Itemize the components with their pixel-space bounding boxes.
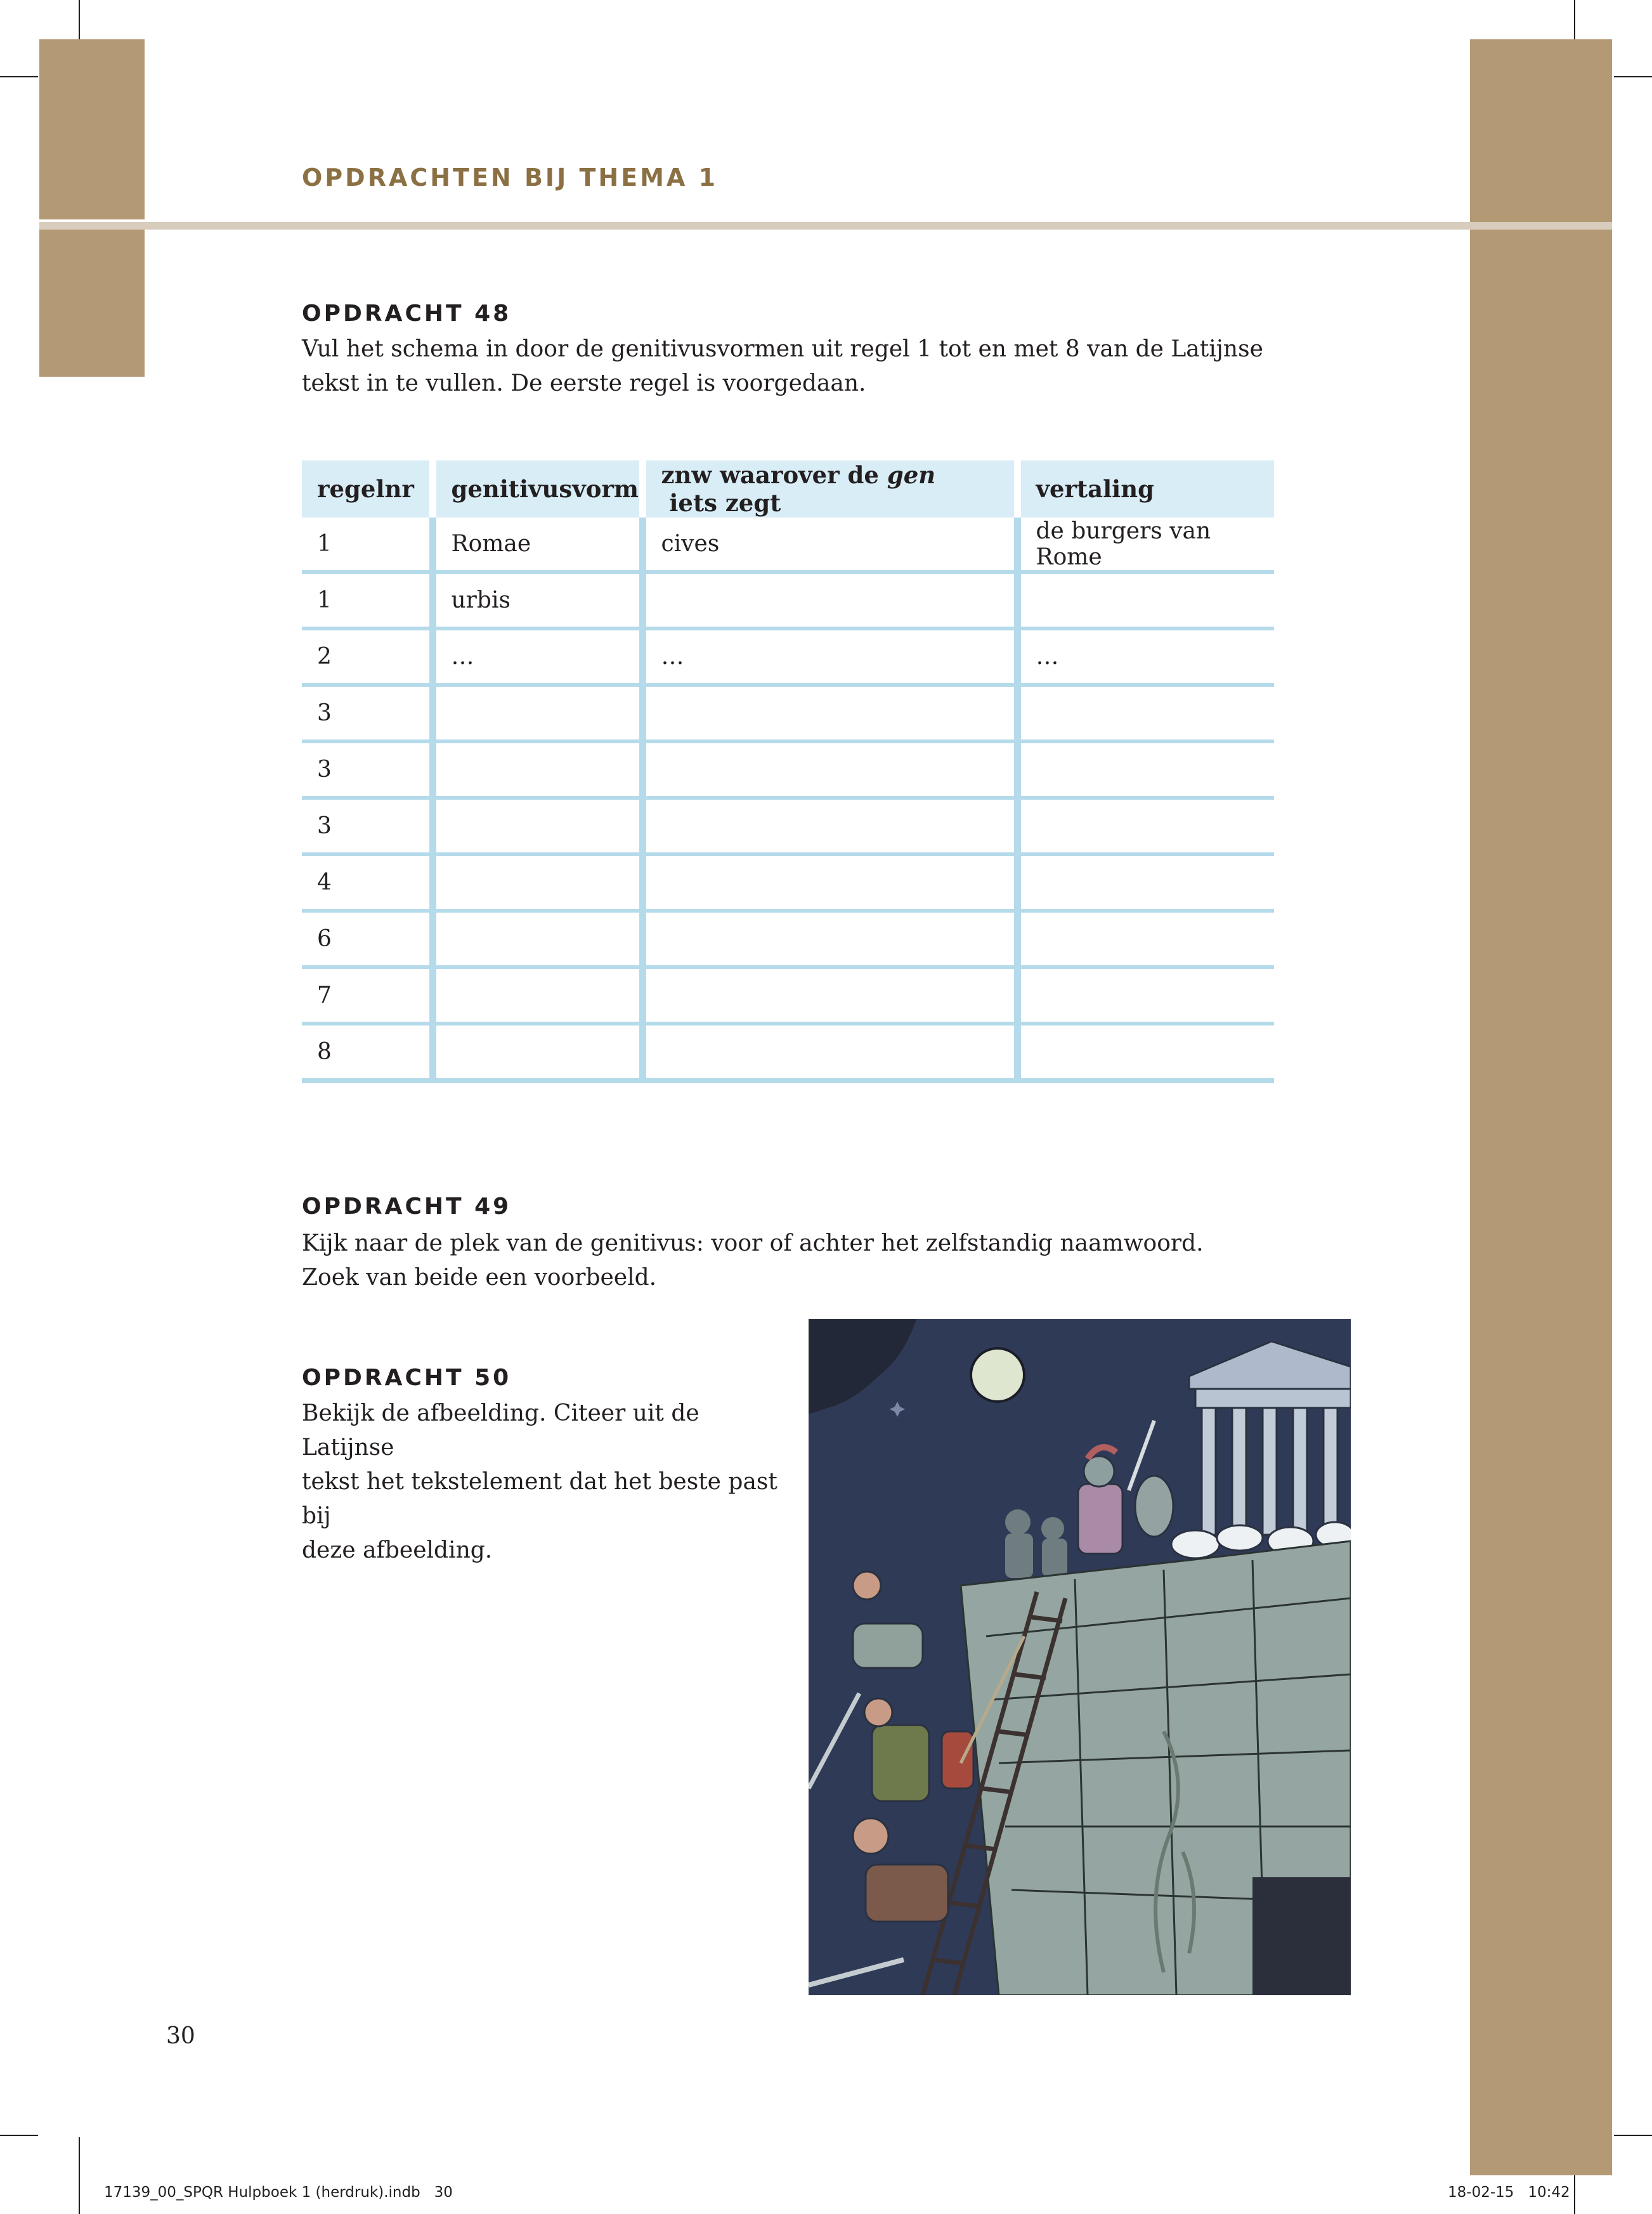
table-row <box>302 518 1274 572</box>
cell-vertaling <box>1017 911 1274 967</box>
instruction-line: tekst in te vullen. De eerste regel is voorgedaan. <box>302 370 866 396</box>
column-header-regelnr: regelnr <box>302 460 433 518</box>
instruction-line: Vul het schema in door de genitivusvormen uit regel 1 tot en met 8 van de Latijnse <box>302 336 1263 362</box>
cell-znw <box>642 572 1017 628</box>
cell-vertaling: … <box>1017 628 1274 685</box>
cell-vertaling <box>1017 798 1274 854</box>
siege-illustration <box>809 1319 1351 1995</box>
left-tab-upper <box>39 39 145 219</box>
table-row <box>302 1024 1274 1081</box>
right-sidebar <box>1470 39 1612 2175</box>
cell-regelnr: 3 <box>302 741 433 798</box>
column-header-vertaling: vertaling <box>1017 460 1274 518</box>
opdracht-48-heading: OPDRACHT 48 <box>302 301 512 327</box>
instruction-line: deze afbeelding. <box>302 1537 493 1563</box>
crop-mark <box>1614 2135 1652 2136</box>
cell-regelnr: 3 <box>302 798 433 854</box>
opdracht-50-instructions <box>302 1397 784 1568</box>
table-row <box>302 798 1274 854</box>
cell-znw <box>642 1024 1017 1081</box>
opdracht-48-instructions <box>302 332 1475 401</box>
cell-genitivusvorm <box>433 798 642 854</box>
crop-mark <box>1614 76 1652 77</box>
table-row <box>302 854 1274 911</box>
cell-regelnr: 8 <box>302 1024 433 1081</box>
column-header-znw-gen: gen <box>887 461 936 489</box>
opdracht-49-instructions <box>302 1227 1443 1295</box>
table-row <box>302 628 1274 685</box>
crop-mark <box>0 76 38 77</box>
instruction-line: Bekijk de afbeelding. Citeer uit de Latijnse <box>302 1400 699 1461</box>
opdracht-50-heading: OPDRACHT 50 <box>302 1365 512 1391</box>
column-header-znw-part: znw waarover de <box>661 461 887 489</box>
column-header-genitivusvorm: genitivusvorm <box>433 460 642 518</box>
moon <box>971 1348 1024 1402</box>
page-number: 30 <box>166 2023 195 2049</box>
instruction-line: Kijk naar de plek van de genitivus: voor of achter het zelfstandig naamwoord. <box>302 1230 1204 1256</box>
crop-mark <box>79 2137 80 2214</box>
cell-vertaling <box>1017 741 1274 798</box>
table-header-row <box>302 460 1274 518</box>
cell-genitivusvorm <box>433 854 642 911</box>
genitivus-table <box>302 460 1274 1083</box>
cell-regelnr: 4 <box>302 854 433 911</box>
cell-znw: … <box>642 628 1017 685</box>
left-tab-lower <box>39 230 145 377</box>
cell-genitivusvorm: urbis <box>433 572 642 628</box>
cell-genitivusvorm <box>433 741 642 798</box>
cell-genitivusvorm <box>433 685 642 741</box>
cell-regelnr: 1 <box>302 572 433 628</box>
cell-regelnr: 3 <box>302 685 433 741</box>
table-row <box>302 911 1274 967</box>
cell-znw <box>642 967 1017 1024</box>
table-row <box>302 741 1274 798</box>
cell-regelnr: 2 <box>302 628 433 685</box>
temple <box>1189 1341 1351 1535</box>
cell-genitivusvorm <box>433 911 642 967</box>
cell-genitivusvorm: … <box>433 628 642 685</box>
print-slug-date: 18-02-15 10:42 <box>1448 2184 1570 2201</box>
cell-vertaling: de burgers van Rome <box>1017 518 1274 572</box>
cell-vertaling <box>1017 572 1274 628</box>
table-row <box>302 967 1274 1024</box>
cell-regelnr: 1 <box>302 518 433 572</box>
cell-genitivusvorm <box>433 967 642 1024</box>
table-row <box>302 685 1274 741</box>
instruction-line: tekst het tekstelement dat het beste past bij <box>302 1469 777 1529</box>
cell-regelnr: 7 <box>302 967 433 1024</box>
cell-genitivusvorm: Romae <box>433 518 642 572</box>
cell-vertaling <box>1017 967 1274 1024</box>
crop-mark <box>0 2135 38 2136</box>
cell-znw <box>642 854 1017 911</box>
cell-znw: cives <box>642 518 1017 572</box>
opdracht-49-heading: OPDRACHT 49 <box>302 1194 512 1220</box>
cell-znw <box>642 685 1017 741</box>
column-header-znw-part: iets zegt <box>661 489 781 517</box>
cell-vertaling <box>1017 854 1274 911</box>
cell-vertaling <box>1017 685 1274 741</box>
cell-znw <box>642 741 1017 798</box>
cell-znw <box>642 911 1017 967</box>
cell-znw <box>642 798 1017 854</box>
cell-vertaling <box>1017 1024 1274 1081</box>
shadow-corner <box>1252 1877 1351 1995</box>
instruction-line: Zoek van beide een voorbeeld. <box>302 1265 657 1291</box>
cell-genitivusvorm <box>433 1024 642 1081</box>
header-rule <box>39 222 1612 230</box>
table-row <box>302 572 1274 628</box>
cell-regelnr: 6 <box>302 911 433 967</box>
print-slug-file: 17139_00_SPQR Hulpboek 1 (herdruk).indb 30 <box>104 2184 453 2201</box>
page-header: OPDRACHTEN BIJ THEMA 1 <box>302 164 719 192</box>
column-header-znw <box>642 460 1017 518</box>
